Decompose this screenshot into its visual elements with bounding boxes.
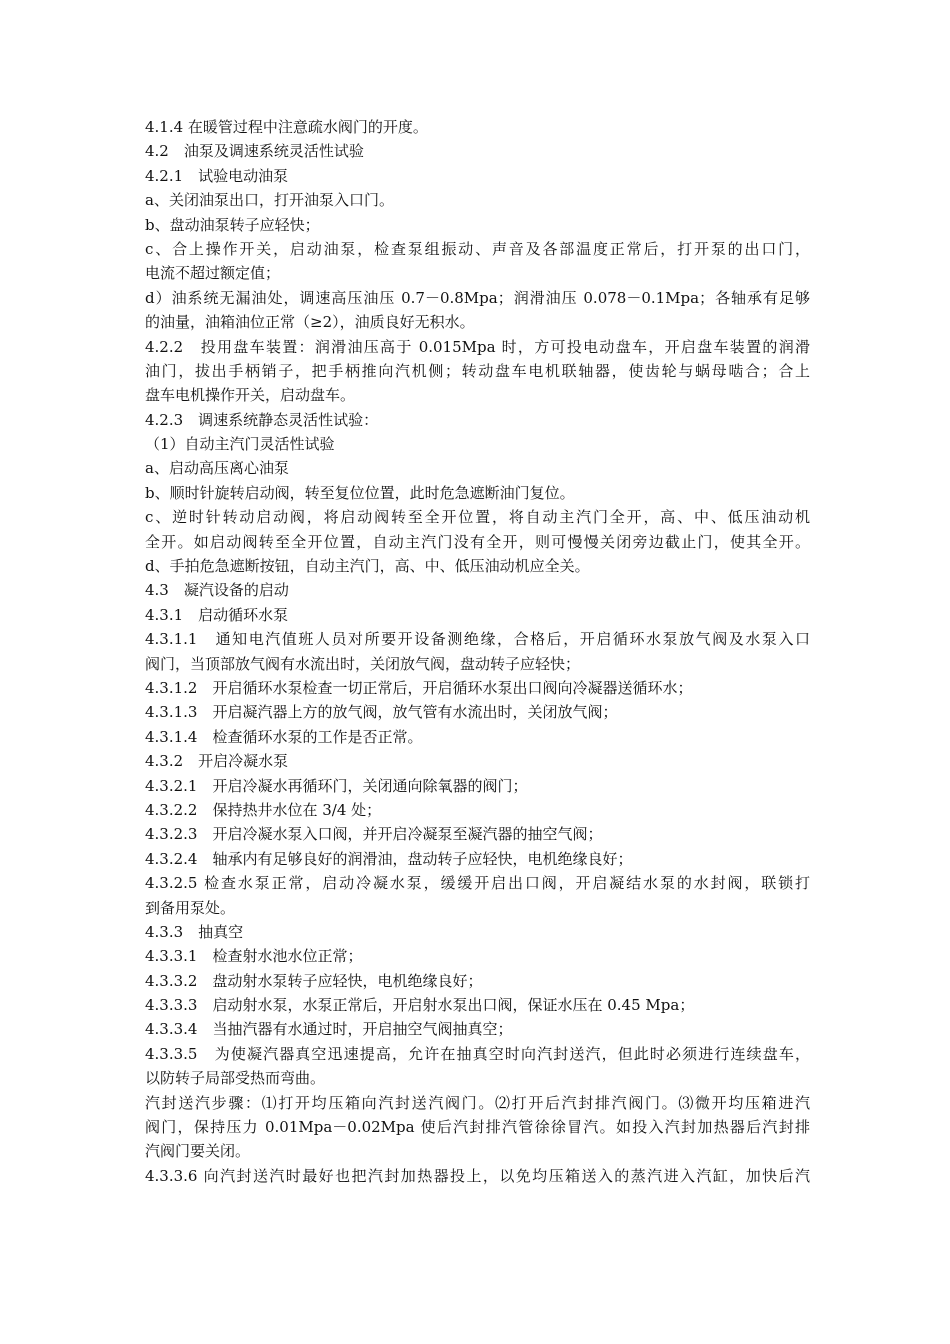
text-line: 汽封送汽步骤：⑴打开均压箱向汽封送汽阀门。⑵打开后汽封排汽阀门。⑶微开均压箱进汽 (145, 1093, 810, 1112)
text-line: 阀门，保持压力 0.01Mpa－0.02Mpa 使后汽封排汽管徐徐冒汽。如投入汽封加热器后汽封排 (145, 1118, 810, 1137)
document-page (145, 115, 810, 1188)
text-line: 油门，拔出手柄销子，把手柄推向汽机侧；转动盘车电机联轴器，使齿轮与蜗母啮合；合上 (145, 361, 810, 380)
text-line: 4.3.3.1 检查射水池水位正常； (145, 947, 363, 966)
text-line: 4.3.3.2 盘动射水泵转子应轻快，电机绝缘良好； (145, 971, 483, 990)
text-line: a、关闭油泵出口，打开油泵入口门。 (145, 191, 394, 210)
text-line: 4.2.1 试验电动油泵 (145, 166, 289, 185)
text-line: 以防转子局部受热而弯曲。 (145, 1069, 326, 1088)
text-line: 4.3.2.3 开启冷凝水泵入口阀，并开启冷凝泵至凝汽器的抽空气阀； (145, 825, 603, 844)
text-line: 4.1.4 在暖管过程中注意疏水阀门的开度。 (145, 118, 428, 136)
text-line: c、合上操作开关，启动油泵，检查泵组振动、声音及各部温度正常后，打开泵的出口门， (145, 239, 810, 258)
text-line: 4.3.3 抽真空 (145, 922, 244, 941)
text-line: 盘车电机操作开关，启动盘车。 (145, 386, 356, 405)
text-line: 4.2 油泵及调速系统灵活性试验 (145, 142, 364, 161)
text-line: b、盘动油泵转子应轻快； (145, 215, 320, 234)
text-line: 4.3.1.3 开启凝汽器上方的放气阀，放气管有水流出时，关闭放气阀； (145, 703, 618, 722)
text-line: 4.3.2.4 轴承内有足够良好的润滑油，盘动转子应轻快，电机绝缘良好； (145, 849, 633, 868)
text-line: 4.3.3.3 启动射水泵，水泵正常后，开启射水泵出口阀，保证水压在 0.45 Mpa； (145, 996, 695, 1015)
text-line: 到备用泵处。 (145, 898, 236, 917)
text-line: 的油量，油箱油位正常（≥2），油质良好无积水。 (145, 313, 475, 332)
text-line: 4.3.2.1 开启冷凝水再循环门，关闭通向除氧器的阀门； (145, 776, 528, 795)
text-line: 4.3.3.5 为使凝汽器真空迅速提高，允许在抽真空时向汽封送汽，但此时必须进行连续盘车， (145, 1044, 810, 1063)
text-line: 4.2.2 投用盘车装置：润滑油压高于 0.015Mpa 时，方可投电动盘车，开启盘车装置的润滑 (145, 337, 810, 356)
text-line: 4.3.3.6 向汽封送汽时最好也把汽封加热器投上，以免均压箱送入的蒸汽进入汽缸，加快后汽 (145, 1166, 810, 1185)
text-line: 4.3.2.2 保持热井水位在 3/4 处； (145, 800, 382, 819)
text-line: 电流不超过额定值； (145, 264, 281, 283)
text-line: a、启动高压离心油泵 (145, 459, 289, 478)
text-line: 4.3.2.5 检查水泵正常，启动冷凝水泵，缓缓开启出口阀，开启凝结水泵的水封阀，联锁打 (145, 874, 810, 893)
text-line: c、逆时针转动启动阀，将启动阀转至全开位置，将自动主汽门全开，高、中、低压油动机 (145, 508, 810, 527)
text-line: 4.3.1.2 开启循环水泵检查一切正常后，开启循环水泵出口阀向冷凝器送循环水； (145, 678, 693, 697)
text-line: 4.3.2 开启冷凝水泵 (145, 752, 289, 771)
text-line: d）油系统无漏油处，调速高压油压 0.7－0.8Mpa；润滑油压 0.078－0.1Mpa；各轴承有足够 (145, 288, 810, 307)
text-line: 4.2.3 调速系统静态灵活性试验： (145, 410, 379, 429)
text-line: 4.3.1.1 通知电汽值班人员对所要开设备测绝缘，合格后，开启循环水泵放气阀及水泵入口 (145, 630, 810, 649)
text-line: 阀门，当顶部放气阀有水流出时，关闭放气阀，盘动转子应轻快； (145, 654, 581, 673)
text-line: 4.3.3.4 当抽汽器有水通过时，开启抽空气阀抽真空； (145, 1020, 513, 1039)
text-line: （1）自动主汽门灵活性试验 (145, 435, 335, 454)
text-line: 4.3 凝汽设备的启动 (145, 581, 289, 600)
text-line: d、手拍危急遮断按钮，自动主汽门，高、中、低压油动机应全关。 (145, 557, 590, 576)
text-line: 汽阀门要关闭。 (145, 1142, 251, 1161)
text-line: 4.3.1 启动循环水泵 (145, 605, 289, 624)
text-line: 全开。如启动阀转至全开位置，自动主汽门没有全开，则可慢慢关闭旁边截止门，使其全开。 (145, 532, 810, 551)
text-line: b、顺时针旋转启动阀，转至复位位置，此时危急遮断油门复位。 (145, 483, 575, 502)
text-line: 4.3.1.4 检查循环水泵的工作是否正常。 (145, 727, 423, 746)
